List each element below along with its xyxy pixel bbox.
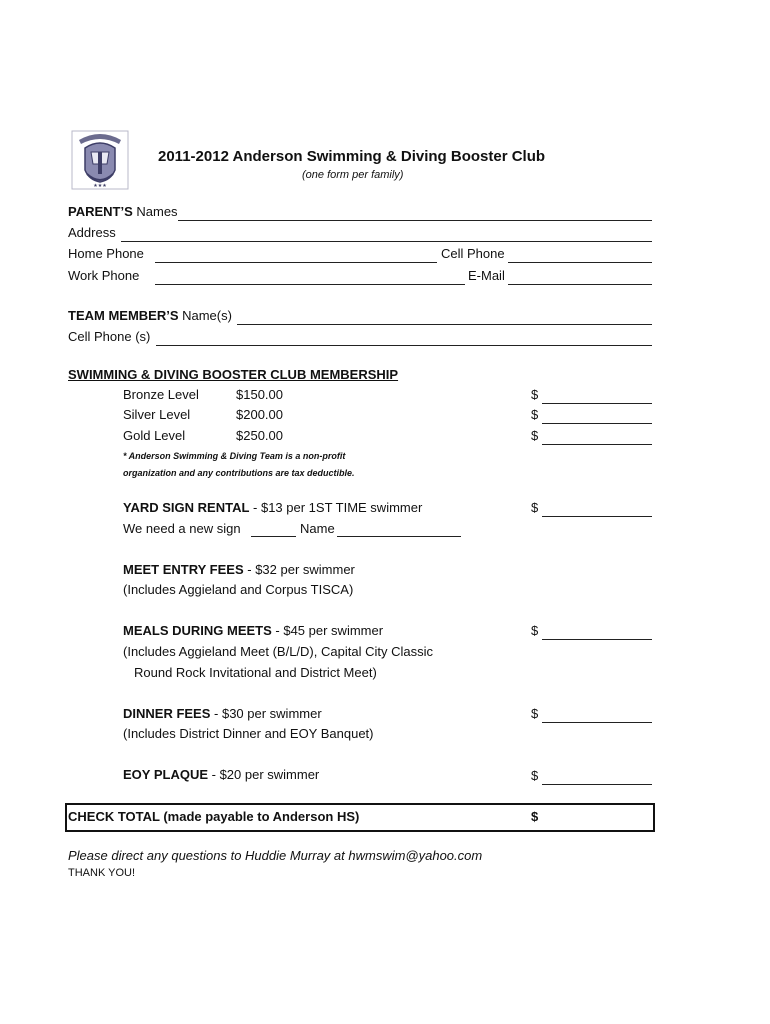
gold-level-price: $250.00 [236, 428, 283, 443]
parent-names-label: PARENT’S Names [68, 204, 178, 219]
meet-entry-detail: (Includes Aggieland and Corpus TISCA) [123, 582, 354, 597]
plaque-amount-field[interactable] [542, 784, 652, 785]
bronze-level-price: $150.00 [236, 387, 283, 402]
dinner-dollar-sign: $ [531, 706, 539, 721]
address-field[interactable] [121, 241, 652, 242]
silver-dollar-sign: $ [531, 407, 539, 422]
yard-sign-label: YARD SIGN RENTAL - $13 per 1ST TIME swimmer [123, 500, 423, 515]
team-cell-phone-field[interactable] [156, 345, 652, 346]
dinner-detail: (Includes District Dinner and EOY Banquet) [123, 726, 374, 741]
new-sign-field[interactable] [251, 536, 296, 537]
sign-name-field[interactable] [337, 536, 461, 537]
plaque-dollar-sign: $ [531, 768, 539, 783]
dinner-amount-field[interactable] [542, 722, 652, 723]
nonprofit-note-line2: organization and any contributions are tax deductible. [123, 468, 355, 478]
gold-dollar-sign: $ [531, 428, 539, 443]
thank-you-text: THANK YOU! [68, 867, 136, 879]
gold-level-label: Gold Level [123, 428, 186, 443]
yard-sign-amount-field[interactable] [542, 516, 652, 517]
home-phone-field[interactable] [155, 262, 437, 263]
nonprofit-note-line1: * Anderson Swimming & Diving Team is a non-profit [123, 451, 346, 461]
bronze-amount-field[interactable] [542, 403, 652, 404]
spartan-helmet-logo-icon [71, 130, 129, 190]
email-label: E-Mail [468, 268, 505, 283]
silver-level-price: $200.00 [236, 407, 283, 422]
svg-text:★★★: ★★★ [93, 183, 107, 189]
questions-contact-text: Please direct any questions to Huddie Murray at hwmswim@yahoo.com [68, 848, 483, 863]
work-phone-field[interactable] [155, 284, 465, 285]
eoy-plaque-label: EOY PLAQUE - $20 per swimmer [123, 767, 320, 782]
silver-amount-field[interactable] [542, 423, 652, 424]
team-member-names-label: TEAM MEMBER’S Name(s) [68, 308, 232, 323]
team-member-names-field[interactable] [237, 324, 652, 325]
meet-entry-label: MEET ENTRY FEES - $32 per swimmer [123, 562, 355, 577]
cell-phone-field[interactable] [508, 262, 652, 263]
new-sign-label: We need a new sign [123, 521, 241, 536]
meals-detail-line2: Round Rock Invitational and District Meet) [134, 665, 377, 680]
team-cell-phone-label: Cell Phone (s) [68, 329, 151, 344]
cell-phone-label: Cell Phone [441, 246, 505, 261]
work-phone-label: Work Phone [68, 268, 140, 283]
home-phone-label: Home Phone [68, 246, 144, 261]
bronze-dollar-sign: $ [531, 387, 539, 402]
meals-detail-line1: (Includes Aggieland Meet (B/L/D), Capital City Classic [123, 644, 433, 659]
form-title: 2011-2012 Anderson Swimming & Diving Booster Club [158, 148, 546, 165]
meals-dollar-sign: $ [531, 623, 539, 638]
silver-level-label: Silver Level [123, 407, 191, 422]
bronze-level-label: Bronze Level [123, 387, 199, 402]
gold-amount-field[interactable] [542, 444, 652, 445]
email-field[interactable] [508, 284, 652, 285]
meals-label: MEALS DURING MEETS - $45 per swimmer [123, 623, 384, 638]
parent-names-field[interactable] [178, 220, 652, 221]
dinner-fees-label: DINNER FEES - $30 per swimmer [123, 706, 322, 721]
meals-amount-field[interactable] [542, 639, 652, 640]
membership-heading: SWIMMING & DIVING BOOSTER CLUB MEMBERSHIP [68, 367, 399, 382]
check-total-label: CHECK TOTAL (made payable to Anderson HS) [68, 809, 360, 824]
form-subtitle: (one form per family) [302, 169, 404, 181]
check-total-dollar-sign: $ [531, 809, 539, 824]
sign-name-label: Name [300, 521, 335, 536]
yard-sign-dollar-sign: $ [531, 500, 539, 515]
address-label: Address [68, 225, 116, 240]
